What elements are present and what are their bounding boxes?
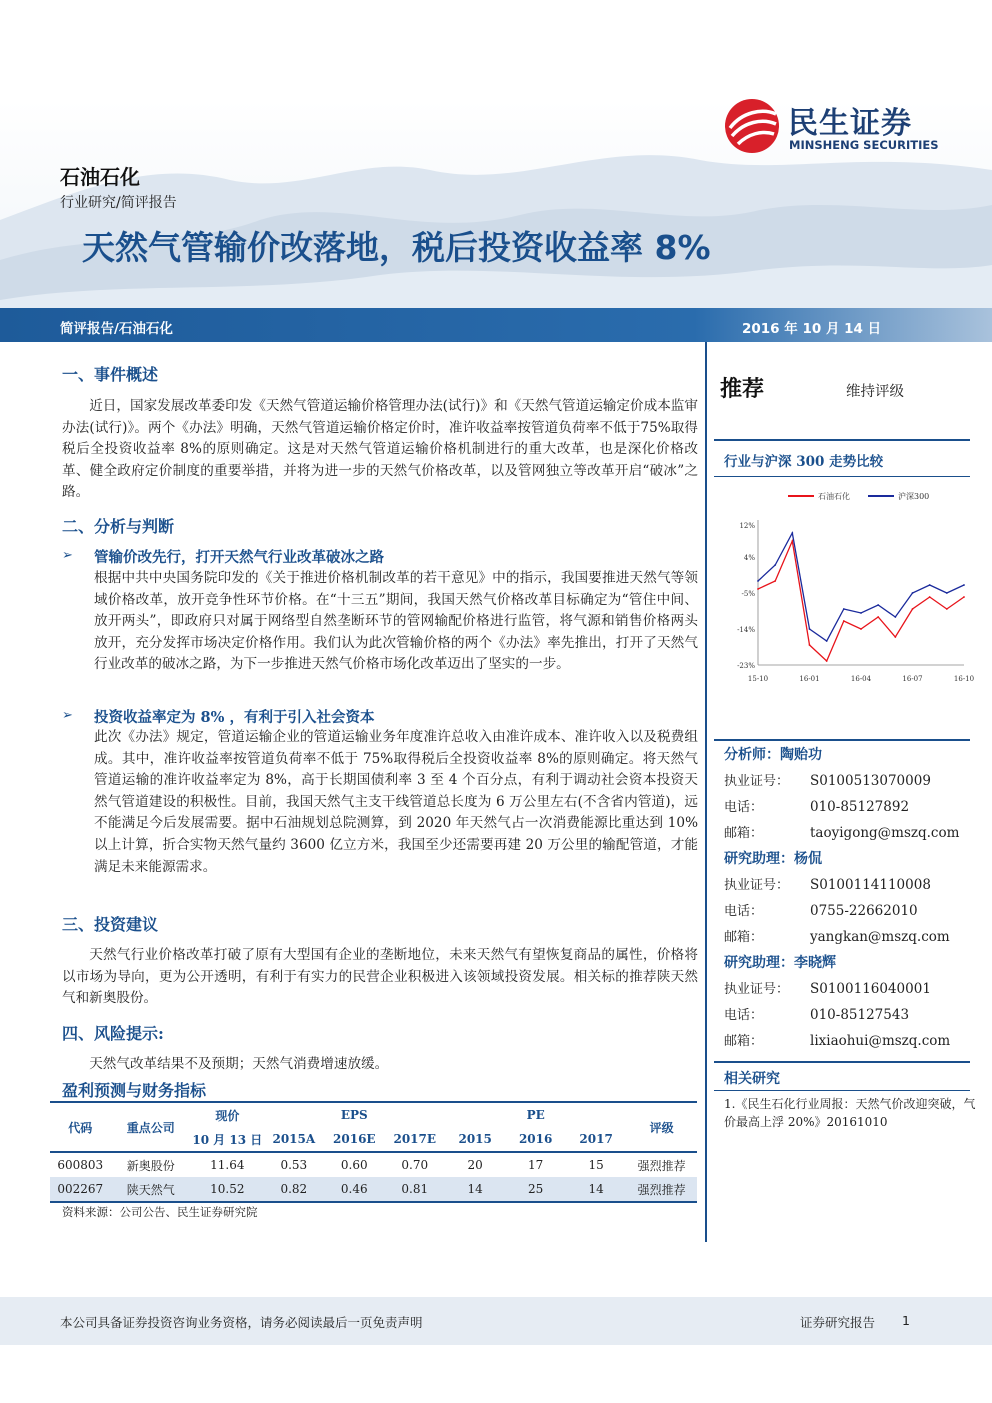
- series-point: [843, 620, 845, 622]
- col-code-header: 代码: [68, 1120, 93, 1135]
- label: 执业证号：: [724, 878, 790, 893]
- cell-pe: 20: [467, 1158, 483, 1172]
- series-point: [809, 628, 811, 630]
- related-item[interactable]: 1.《民生石化行业周报：天然气价改迎突破，气价最高上浮 20%》20161010: [724, 1097, 976, 1129]
- section-event-body: 近日，国家发展改革委印发《天然气管道运输价格管理办法(试行)》和《天然气管道运输定价成本监审办法(试行)》。两个《办法》明确，天然气管道运输价格定价时，准许收益率按管道负荷率不低于75%取得税后全投资收益率 8%的原则确定。这是对天然气管道运输价格机制进行的重大改革，也是深化价格改革、健全政府定价制度的重要举措，并将为进一步的天然气价格改革，以及管网独立等改革开启“破冰”之路。: [62, 398, 698, 501]
- col-company-header: 重点公司: [126, 1120, 175, 1135]
- series-point: [757, 588, 759, 590]
- col-year: 2017: [579, 1132, 613, 1146]
- email-link[interactable]: lixiaohui@mszq.com: [810, 1033, 951, 1049]
- cell-code: 002267: [57, 1182, 104, 1196]
- analyst-2-details: [724, 874, 974, 952]
- cell-eps: 0.81: [401, 1182, 429, 1196]
- chart-title-rule: [714, 439, 970, 441]
- series-point: [809, 644, 811, 646]
- analyst-3-details: [724, 978, 974, 1056]
- cell-company: 陕天然气: [126, 1182, 175, 1197]
- y-tick-label: -14%: [737, 626, 755, 634]
- col-eps-header: EPS: [340, 1108, 368, 1122]
- analyst-1-details: [724, 770, 974, 848]
- cell-company: 新奥股份: [126, 1158, 175, 1173]
- y-tick-label: 12%: [739, 522, 755, 530]
- x-tick-label: 16-01: [799, 675, 820, 683]
- series-point: [877, 616, 879, 618]
- analyst-1-role: 分析师：陶贻功: [724, 747, 822, 763]
- legend-label: 石油石化: [818, 492, 850, 501]
- series-point: [946, 592, 948, 594]
- related-rule-bottom: [714, 1090, 970, 1091]
- bullet-1-body: 根据中共中央国务院印发的《关于推进价格机制改革的若干意见》中的指示，我国要推进天然气等领域价格改革，放开竞争性环节价格。在“十三五”期间，我国天然气价格改革目标确定为“管住中间、放开两头”，即政府只对属于网络型自然垄断环节的管网输配价格进行监管，将气源和销售价格两头放开，充分发挥市场决定价格作用。我们认为此次管输价格的两个《办法》率先推出，打开了天然气行业改革的破冰之路，为下一步推进天然气价格市场化改革迈出了坚实的一步。: [94, 570, 698, 673]
- series-point: [877, 604, 879, 606]
- label: 电话：: [724, 800, 764, 815]
- series-point: [757, 580, 759, 582]
- col-year: 2016: [518, 1132, 553, 1146]
- cell-price: 11.64: [210, 1158, 245, 1172]
- footer-disclaimer: 本公司具备证券投资咨询业务资格，请务必阅读最后一页免责声明: [60, 1315, 423, 1330]
- forecast-table-grid: [50, 1103, 697, 1201]
- cell-pe: 25: [528, 1182, 544, 1196]
- table-row: [50, 1153, 697, 1177]
- forecast-table: [50, 1101, 697, 1203]
- series-point: [946, 608, 948, 610]
- forecast-table-title: 盈利预测与财务指标: [62, 1081, 207, 1100]
- analyst-3-role: 研究助理：李晓辉: [724, 955, 836, 971]
- bar-left-label: 简评报告/石油石化: [60, 321, 173, 337]
- table-source: 资料来源：公司公告、民生证券研究院: [62, 1205, 258, 1219]
- label: 邮箱：: [724, 1034, 764, 1049]
- series-point: [791, 532, 793, 534]
- email-link[interactable]: taoyigong@mszq.com: [810, 825, 960, 841]
- related-rule: [714, 1061, 970, 1063]
- series-point: [860, 628, 862, 630]
- cell-price: 10.52: [210, 1182, 245, 1196]
- legend-label: 沪深300: [898, 492, 930, 501]
- report-title: 天然气管输价改落地，税后投资收益率 8%: [82, 228, 711, 267]
- series-point: [963, 584, 965, 586]
- series-point: [774, 564, 776, 566]
- report-type: 行业研究/简评报告: [60, 195, 177, 211]
- cell-pe: 14: [588, 1182, 604, 1196]
- analyst-2-role: 研究助理：杨侃: [724, 851, 822, 867]
- bullet-arrow-icon: ➢: [62, 548, 73, 563]
- cell-eps: 0.46: [340, 1182, 368, 1196]
- section-risk-title: 四、风险提示:: [62, 1024, 164, 1043]
- column-divider: [705, 342, 707, 1242]
- col-year: 2015A: [272, 1132, 316, 1146]
- y-tick-label: -23%: [737, 662, 755, 670]
- cell-rating: 强烈推荐: [637, 1158, 686, 1173]
- series-point: [894, 636, 896, 638]
- col-year: 2015: [458, 1132, 492, 1146]
- bullet-arrow-icon: ➢: [62, 708, 73, 723]
- value: 0755-22662010: [810, 903, 918, 919]
- footer-page-number: 1: [902, 1313, 910, 1328]
- value: 010-85127543: [810, 1007, 910, 1023]
- series-point: [963, 596, 965, 598]
- series-point: [774, 580, 776, 582]
- label: 邮箱：: [724, 930, 764, 945]
- section-risk-body: 天然气改革结果不及预期；天然气消费增速放缓。: [89, 1056, 389, 1072]
- x-tick-label: 15-10: [747, 675, 769, 683]
- y-tick-label: -5%: [741, 590, 755, 598]
- trend-chart: [714, 480, 974, 690]
- section-event-title: 一、事件概述: [62, 365, 159, 384]
- chart-title-rule-bottom: [714, 476, 970, 477]
- value: S0100116040001: [810, 981, 931, 997]
- series-point: [843, 608, 845, 610]
- series-point: [894, 616, 896, 618]
- series-point: [912, 608, 914, 610]
- cell-pe: 15: [588, 1158, 604, 1172]
- cell-rating: 强烈推荐: [637, 1182, 686, 1197]
- y-tick-label: 4%: [743, 554, 755, 562]
- bullet-2-body: 此次《办法》规定，管道运输企业的管道运输业务年度准许总收入由准许成本、准许收入以及税费组成。其中，准许收益率按管道负荷率不低于 75%取得税后全投资收益率 8%的原则确定。将天然气管道运输的准许收益率定为 8%，高于长期国债利率 3 至 4 个百分点，有利于调动社会资本投资天然气管道建设的积极性。目前，我国天然气主支干线管道总长度为 6 万公里左右(不含省内管道)，远不能满足今后发展需要。据中石油规划总院测算，到 2020 年天然气占一次消费能源比重达到 10%以上计算，折合实物天然气量约 3600 亿立方米，我国至少还需要再建 20 万公里的输配管道，才能满足未来能源需求。: [94, 729, 698, 875]
- cell-eps: 0.60: [340, 1158, 368, 1172]
- analysts-rule: [714, 739, 970, 741]
- col-rating-header: 评级: [649, 1120, 674, 1135]
- bullet-2-title: 投资收益率定为 8% ，有利于引入社会资本: [94, 709, 375, 726]
- col-pe-header: PE: [526, 1108, 545, 1122]
- series-point: [860, 612, 862, 614]
- email-link[interactable]: yangkan@mszq.com: [810, 929, 950, 945]
- series-point: [912, 592, 914, 594]
- label: 电话：: [724, 904, 764, 919]
- footer-report-label: 证券研究报告: [800, 1315, 876, 1330]
- bullet-1-title: 管输价改先行，打开天然气行业改革破冰之路: [94, 549, 384, 566]
- label: 执业证号：: [724, 774, 790, 789]
- value: S0100114110008: [810, 877, 931, 893]
- logo-cn-text: 民生证券: [788, 106, 912, 141]
- cell-eps: 0.70: [401, 1158, 429, 1172]
- series-point: [826, 640, 828, 642]
- col-year: 2016E: [333, 1132, 376, 1146]
- col-price-date: 10 月 13 日: [192, 1132, 263, 1147]
- series-point: [826, 660, 828, 662]
- label: 电话：: [724, 1008, 764, 1023]
- bar-date: 2016 年 10 月 14 日: [742, 321, 882, 337]
- series-point: [929, 584, 931, 586]
- rating-note: 维持评级: [846, 384, 904, 400]
- related-title: 相关研究: [724, 1071, 780, 1087]
- table-row: [50, 1177, 697, 1201]
- section-analysis-title: 二、分析与判断: [62, 517, 175, 536]
- section-advice-body: 天然气行业价格改革打破了原有大型国有企业的垄断地位，未来天然气有望恢复商品的属性，价格将以市场为导向，更为公开透明，有利于有实力的民营企业积极进入该领域投资发展。相关标的推荐陕天然气和新奥股份。: [62, 947, 698, 1007]
- series-line: [758, 541, 964, 661]
- logo-emblem-icon: [722, 98, 782, 154]
- section-advice-title: 三、投资建议: [62, 915, 159, 934]
- label: 邮箱：: [724, 826, 764, 841]
- col-price-header: 现价: [215, 1108, 240, 1123]
- value: S0100513070009: [810, 773, 931, 789]
- cell-eps: 0.53: [280, 1158, 308, 1172]
- x-tick-label: 16-04: [850, 675, 872, 683]
- x-tick-label: 16-07: [902, 675, 923, 683]
- cell-eps: 0.82: [280, 1182, 308, 1196]
- x-tick-label: 16-10: [953, 675, 974, 683]
- chart-section-title: 行业与沪深 300 走势比较: [724, 454, 884, 470]
- col-year: 2017E: [393, 1132, 437, 1146]
- cell-pe: 17: [528, 1158, 544, 1172]
- label: 执业证号：: [724, 982, 790, 997]
- series-point: [929, 596, 931, 598]
- cell-pe: 14: [467, 1182, 483, 1196]
- cell-code: 600803: [57, 1158, 104, 1172]
- logo: [722, 96, 962, 156]
- header-bar: [0, 308, 992, 342]
- logo-en-text: MINSHENG SECURITIES: [789, 138, 939, 152]
- value: 010-85127892: [810, 799, 910, 815]
- rating-label: 推荐: [720, 376, 765, 402]
- industry-name: 石油石化: [60, 165, 140, 189]
- footer-bar: [0, 1297, 992, 1345]
